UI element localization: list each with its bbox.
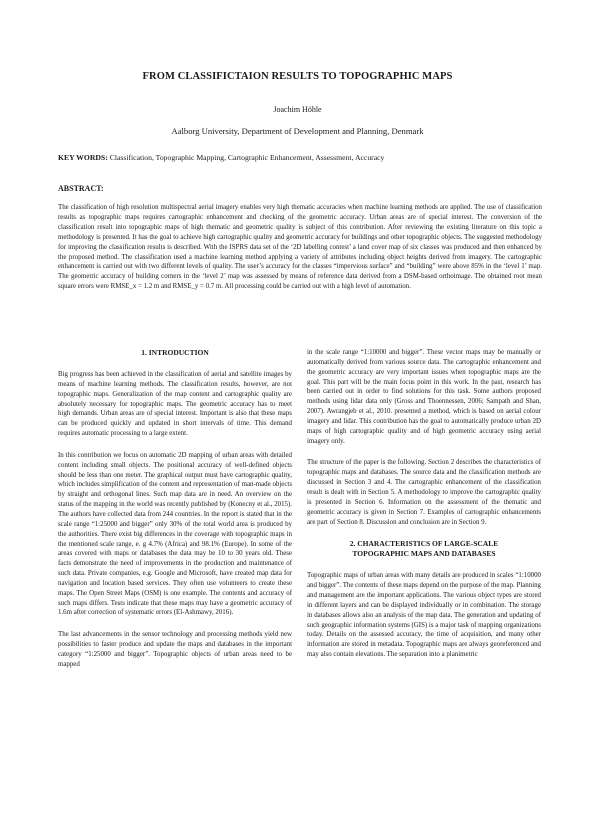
intro-paragraph-4: in the scale range “1:10000 and bigger”. These vector maps may be manually or automatically derived from various source data. The cartographic enhancement and the geometric accuracy are very important issues when topographic maps are the goal. This part will be the main focus point in this work. In the past, research has been carried out in order to find solutions for this task. Some authors proposed methods using lidar data only (Gross and Thoennessen, 2006; Sampath and Shan, 2007). Awrangjeb et al., 2010. presented a method, which is based on aerial colour imagery and lidar. This contribution has the goal to automatically produce urban 2D maps of high cartographic quality and of high geometric accuracy using aerial imagery only. xyxy=(307,349,541,445)
section-heading-introduction: 1. INTRODUCTION xyxy=(141,348,209,357)
intro-paragraph-5: The structure of the paper is the following. Section 2 describes the characteristics of topographic maps and databases. The source data and the classification methods are discussed in Section 3 and 4. The cartographic enhancement of the classification result is dealt with in Section 5. A methodology to improve the cartographic quality is presented in Section 6. Information on the assessment of the thematic and geometric accuracy is given in Section 7. Examples of cartographic enhancements are part of Section 8. Discussion and conclusion are in Section 9. xyxy=(307,459,541,526)
section-heading-line-1: 2. CHARACTERISTICS OF LARGE-SCALE xyxy=(349,539,499,549)
section2-paragraph-1: Topographic maps of urban areas with many details are produced in scales “1:10000 and bigger”. The contents of these maps depend on the purpose of the map. Planning and management are the important applications. The various object types are stored in different layers and can be displayed individually or in combination. The storage in databases allows also an analysis of the map data. The generation and updating of such geographic information systems (GIS) is a major task of mapping organizations today. Details on the assessed accuracy, the time of acquisition, and many other information are stored in metadata. Topographic maps are always georeferenced and may also contain elevations. The separation into a planimetric xyxy=(307,572,541,659)
section-heading-line-2: TOPOGRAPHIC MAPS AND DATABASES xyxy=(352,549,496,559)
abstract-heading: ABSTRACT: xyxy=(58,184,104,193)
intro-paragraph-1: Big progress has been achieved in the classification of aerial and satellite images by means of machine learning methods. The classification results, however, are not topographic maps. Generalization of the map content and cartographic quality are absolutely necessary for topographic maps. The geometric accuracy has to meet high demands. Urban areas are of special interest. Important is also that these maps can be produced quickly and updated in short intervals of time. This demand requires automatic processing to a large extent. xyxy=(58,371,292,438)
keywords-label: KEY WORDS: xyxy=(58,153,108,162)
intro-paragraph-3: The last advancements in the sensor technology and processing methods yield new possibilities to faster produce and update the maps and databases in the important category “1:25000 and bigger”. Topographic objects of urban areas need to be mapped xyxy=(58,631,292,668)
keywords-list: Classification, Topographic Mapping, Cartographic Enhancement, Assessment, Accuracy xyxy=(107,153,385,162)
right-column xyxy=(307,348,541,672)
intro-paragraph-2: In this contribution we focus on automatic 2D mapping of urban areas with detailed content including small objects. The positional accuracy of well-defined objects should be less than one meter. The graphical output must have cartographic quality, which includes simplification of the content and representation of man-made objects by straight and orthogonal lines. Such map data are in need. An overview on the status of the mapping in the world was recently published by (Konecny et al., 2015). The authors have collected data from 244 countries. In the report is stated that in the scale range “1:25000 and bigger” only 30% of the total world area is produced by the authorities. There exist big differences in the coverage with topographic maps in the mentioned scale range, e. g 4.7% (Africa) and 98.1% (Europe). In some of the areas covered with maps or databases the data may be 10 to 30 years old. These facts demonstrate the need of improvements in the production and maintenance of such data. Private companies, e.g. Google and Microsoft, have created map data for navigation and location based services. They often use volunteers to create these maps. The Open Street Maps (OSM) is one example. The contents and accuracy of such maps differs. Tests indicate that these maps may have a geometric accuracy of 1.6m after correction of systematic errors (El-Ashmawy, 2016). xyxy=(58,451,292,617)
paper-title: FROM CLASSIFICTAION RESULTS TO TOPOGRAPHIC MAPS xyxy=(142,71,453,82)
left-column xyxy=(58,348,292,682)
author-name: Joachim Höhle xyxy=(273,105,322,114)
abstract-body: The classification of high resolution multispectral aerial imagery enables very high thematic accuracies when machine learning methods are applied. The use of classification results as topographic maps requires cartographic enhancement and checking of the geometric accuracy. Urban areas are of special interest. The conversion of the classification result into topographic maps of high thematic and geometric quality is subject of this contribution. After reviewing the existing literature on this topic a methodology is presented. It has the goal to achieve high cartographic quality and geometric accuracy for buildings and other topographic objects. The suggested methodology for improving the classification results is described. With the ISPRS data set of the ‘2D labelling contest’ a land cover map of six classes was produced and then enhanced by the proposed method. The classification used a machine learning method applying a variety of attributes including object heights derived from imagery. The cartographic enhancement is carried out with two different levels of quality. The user’s accuracy for the classes “impervious surface” and “building” were above 85% in the ‘level 1’ map. The geometric accuracy of building corners in the ‘level 2’ map was assessed by means of reference data derived from a DSM-based orthoimage. The obtained root mean square errors were RMSE_x = 1.2 m and RMSE_y = 0.7 m. All processing could be carried out with a high level of automation. xyxy=(58,204,542,291)
section-heading-characteristics xyxy=(307,539,541,559)
keywords-line xyxy=(58,153,548,162)
author-affiliation: Aalborg University, Department of Development and Planning, Denmark xyxy=(171,126,424,136)
